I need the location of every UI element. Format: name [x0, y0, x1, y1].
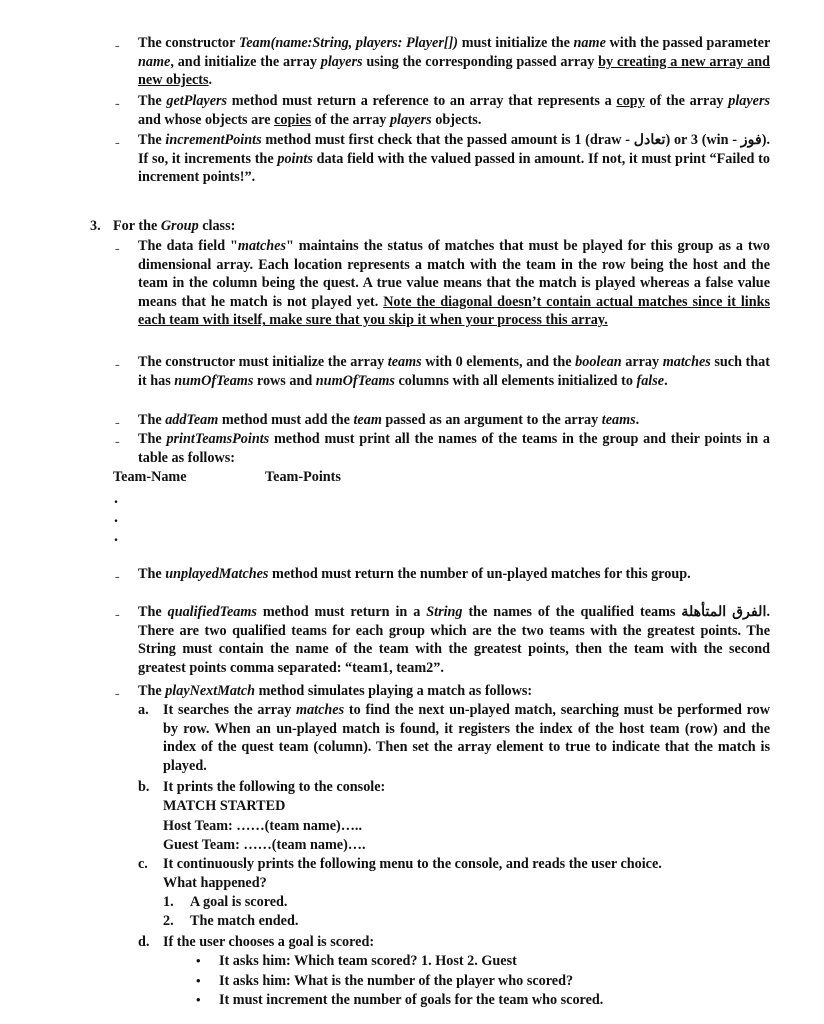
step-c-text: It continuously prints the following menu to the console, and reads the user choice. — [163, 856, 662, 872]
console-host-team: Host Team: ……(team name)….. — [163, 818, 362, 834]
section-number: 3. — [90, 218, 101, 234]
dash-marker: - — [115, 569, 120, 585]
dash-marker: - — [115, 415, 120, 431]
group-matches-bullet: The data field "matches" maintains the status of matches that must be played for this group as a two dimensional array. Each location represents a match with the team in the row being the host and the team in the column being the quest. A true value means that the match is played whereas a false value means that he match is not played yet. Note the diagonal doesn’t contain actual matches since it links each team with itself, make sure that you skip it when your process this array. — [138, 238, 771, 329]
table-header-team-name: Team-Name — [113, 469, 187, 485]
group-playnextmatch-bullet: The playNextMatch method simulates playing a match as follows: — [138, 683, 533, 699]
console-match-started: MATCH STARTED — [163, 798, 286, 814]
group-printteamspoints-bullet: The printTeamsPoints method must print all the names of the teams in the group and their points in a table as follows: — [138, 431, 770, 466]
bullet-dot: • — [196, 953, 201, 968]
dash-marker: - — [115, 434, 120, 450]
console-guest-team: Guest Team: ……(team name)…. — [163, 837, 366, 853]
team-incrementpoints-bullet: The incrementPoints method must first check that the passed amount is 1 (draw - تعادل) or 3 (win - فوز). If so, it increments the points data field with the valued passed in amount. If not, it must print “Failed to increment points!”. — [138, 132, 771, 186]
menu-option-number: 1. — [163, 894, 174, 910]
menu-prompt: What happened? — [163, 875, 267, 891]
dash-marker: - — [115, 686, 120, 702]
dash-marker: - — [115, 607, 120, 623]
dash-marker: - — [115, 241, 120, 257]
menu-option-number: 2. — [163, 913, 174, 929]
ellipsis-dot: . — [114, 509, 118, 526]
team-constructor-bullet: The constructor Team(name:String, players: Player[]) must initialize the name with the passed parameter name, and initialize the array players using the corresponding passed array by creating a new array and new objects. — [138, 35, 770, 89]
step-b-label: b. — [138, 779, 150, 795]
step-a-label: a. — [138, 702, 149, 718]
ellipsis-dot: . — [114, 528, 118, 545]
dash-marker: - — [115, 38, 120, 54]
step-d-text: If the user chooses a goal is scored: — [163, 934, 375, 950]
ellipsis-dot: . — [114, 490, 118, 507]
team-getplayers-bullet: The getPlayers method must return a reference to an array that represents a copy of the array players and whose objects are copies of the array players objects. — [138, 93, 771, 128]
menu-option-end: The match ended. — [190, 913, 299, 929]
goal-bullet-player-number: It asks him: What is the number of the player who scored? — [219, 973, 574, 989]
group-addteam-bullet: The addTeam method must add the team passed as an argument to the array teams. — [138, 412, 640, 428]
menu-option-goal: A goal is scored. — [190, 894, 288, 910]
step-b-text: It prints the following to the console: — [163, 779, 386, 795]
group-unplayedmatches-bullet: The unplayedMatches method must return the number of un-played matches for this group. — [138, 566, 691, 582]
group-qualifiedteams-bullet: The qualifiedTeams method must return in a String the names of the qualified teams الفرق المتأهلة. There are two qualified teams for each group which are the two teams with the greatest points. The String must contain the name of the team with the greatest points, then the team with the second greatest points comma separated: “team1, team2”. — [138, 604, 770, 676]
section-heading: For the Group class: — [113, 218, 236, 234]
dash-marker: - — [115, 96, 120, 112]
step-c-label: c. — [138, 856, 148, 872]
step-d-label: d. — [138, 934, 150, 950]
bullet-dot: • — [196, 992, 201, 1007]
goal-bullet-which-team: It asks him: Which team scored? 1. Host 2. Guest — [219, 953, 517, 969]
step-a-text: It searches the array matches to find the next un-played match, searching must be performed row by row. When an un-played match is found, it registers the index of the host team (row) and the index of the quest team (column). Then set the array element to true to indicate that the match is played. — [163, 702, 770, 774]
dash-marker: - — [115, 357, 120, 373]
group-constructor-bullet: The constructor must initialize the array teams with 0 elements, and the boolean array matches such that it has numOfTeams rows and numOfTeams columns with all elements initialized to false. — [138, 354, 770, 389]
dash-marker: - — [115, 135, 120, 151]
table-header-team-points: Team-Points — [265, 469, 341, 485]
bullet-dot: • — [196, 973, 201, 988]
goal-bullet-increment: It must increment the number of goals for the team who scored. — [219, 992, 604, 1008]
